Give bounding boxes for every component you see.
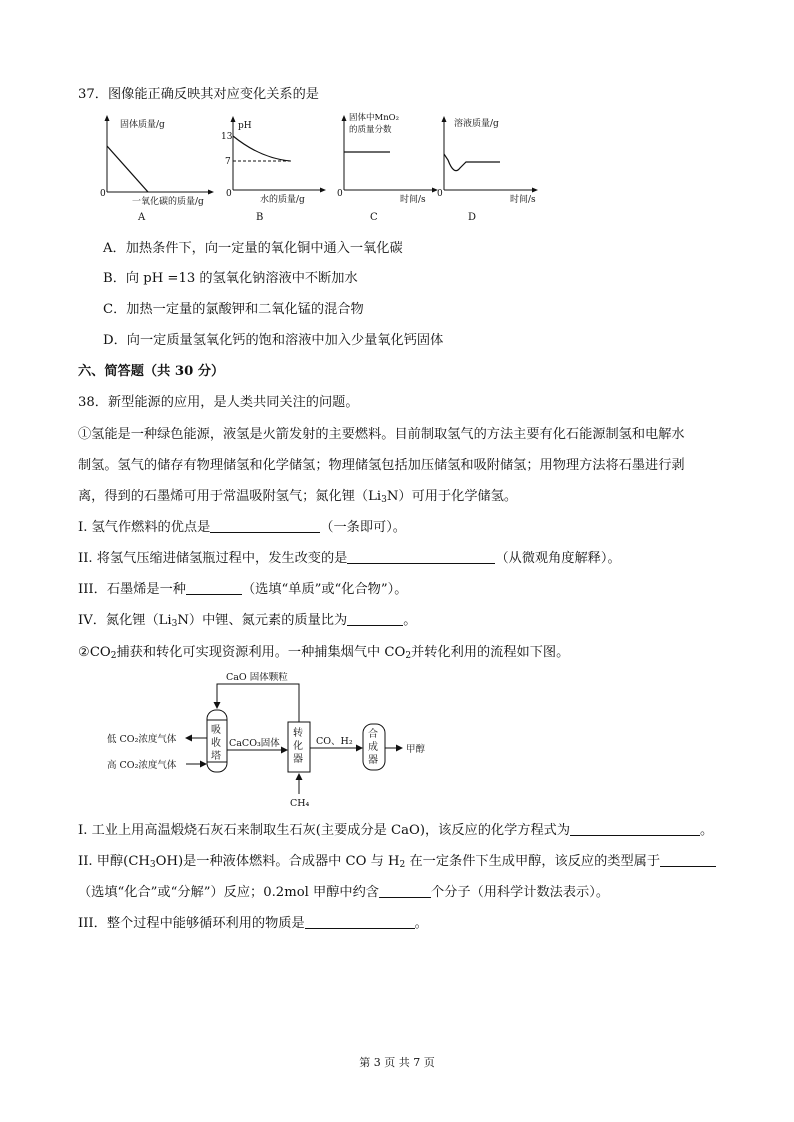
q38-para1-line3: 离，得到的石墨烯可用于常温吸附氢气；氮化锂$(Li_3N)$可用于化学储氢。: [78, 489, 518, 505]
tower-char-2: 收: [211, 738, 221, 749]
graph-d-xlabel: 时间/s: [510, 195, 536, 205]
graph-b-tick-13: 13: [221, 132, 233, 142]
low-co2-label: 低 CO₂浓度气体: [107, 734, 177, 745]
synthesizer: [363, 724, 385, 770]
graph-b-ylabel: pH: [238, 121, 252, 131]
high-co2-label: 高 CO₂浓度气体: [107, 760, 177, 771]
answer-blank[interactable]: [347, 550, 495, 564]
graph-c-origin: 0: [337, 189, 343, 199]
converter-char-2: 化: [293, 741, 303, 752]
synth-char-3: 器: [368, 755, 378, 766]
converter-char-3: 器: [293, 754, 303, 765]
q38-part-iii: III．石墨烯是一种 （选填“单质”或“化合物”）。: [78, 582, 408, 597]
graph-a-ylabel: 固体质量/g: [120, 120, 165, 130]
ch4-label: CH₄: [290, 798, 310, 809]
answer-blank[interactable]: [379, 884, 431, 898]
graph-a-xlabel: 一氧化碳的质量/g: [132, 197, 204, 207]
answer-blank[interactable]: [186, 581, 242, 595]
q38-p2-part-ii-cont: （选填“化合”或“分解”）反应；0.2mol 甲醇中约含 个分子（用科学计数法表示）。: [78, 885, 610, 900]
co2-flow-diagram: [100, 672, 500, 812]
graph-c-ylabel-2: 的质量分数: [349, 125, 392, 135]
graph-d-ylabel: 溶液质量/g: [454, 119, 499, 129]
q38-para1-line1: ①氢能是一种绿色能源，液氢是火箭发射的主要燃料。目前制取氢气的方法主要有化石能源制氢和电解水: [78, 427, 685, 442]
answer-blank[interactable]: [210, 519, 320, 533]
graph-b-xlabel: 水的质量/g: [260, 195, 305, 205]
cao-label: CaO 固体颗粒: [226, 672, 288, 683]
q37-stem: 37．图像能正确反映其对应变化关系的是: [78, 87, 319, 102]
methanol-label: 甲醇: [406, 744, 426, 755]
graph-b: [220, 112, 330, 224]
graph-a-id: A: [138, 212, 146, 223]
q38-part-ii: II. 将氢气压缩进储氢瓶过程中，发生改变的是 （从微观角度解释）。: [78, 551, 621, 566]
q38-part-iv: IV．氮化锂$(Li_3N)$中锂、氮元素的质量比为 。: [78, 613, 417, 629]
q38-p2-part-ii: II. 甲醇$(CH_3OH)$是一种液体燃料。合成器中 CO 与 $H_2$ 在一定条件下生成甲醇，该反应的类型属于: [78, 853, 716, 874]
converter: [288, 722, 310, 772]
graph-b-tick-7: 7: [225, 157, 231, 167]
answer-blank[interactable]: [660, 853, 716, 867]
graph-d-id: D: [468, 212, 477, 223]
q38-para1-line2: 制氢。氢气的储存有物理储氢和化学储氢；物理储氢包括加压储氢和吸附储氢；用物理方法将石墨进行剥: [78, 458, 685, 473]
graph-c-xlabel: 时间/s: [400, 195, 426, 205]
caco3-label: CaCO₃固体: [229, 738, 280, 749]
graph-c-id: C: [370, 212, 378, 223]
co-h2-label: CO、H₂: [316, 736, 353, 747]
q37-option-b: B．向 pH =13 的氢氧化钠溶液中不断加水: [103, 271, 358, 286]
answer-blank[interactable]: [570, 822, 700, 836]
graph-a: [90, 112, 218, 224]
q38-p2-part-i: I. 工业上用高温煅烧石灰石来制取生石灰(主要成分是 CaO)，该反应的化学方程式为 。: [78, 823, 714, 838]
converter-char-1: 转: [293, 728, 303, 739]
graph-d: [432, 112, 544, 224]
q37-option-a: A．加热条件下，向一定量的氧化铜中通入一氧化碳: [103, 241, 403, 256]
q38-stem: 38．新型能源的应用，是人类共同关注的问题。: [78, 395, 359, 410]
tower-char-3: 塔: [211, 751, 221, 762]
tower-char-1: 吸: [211, 725, 221, 736]
graph-c: [332, 110, 444, 224]
answer-blank[interactable]: [305, 915, 415, 929]
graph-d-origin: 0: [437, 189, 443, 199]
q37-option-d: D．向一定质量氢氧化钙的饱和溶液中加入少量氧化钙固体: [103, 333, 444, 348]
absorption-tower: [207, 710, 227, 772]
q38-para2: $②CO_2$捕获和转化可实现资源利用。一种捕集烟气中 $CO_2$并转化利用的流程如下图。: [78, 645, 570, 661]
q38-p2-part-iii: III．整个过程中能够循环利用的物质是 。: [78, 916, 428, 931]
q37-option-c: C．加热一定量的氯酸钾和二氧化锰的混合物: [103, 302, 364, 317]
page-footer: 第 3 页 共 7 页: [359, 1056, 435, 1069]
graph-b-id: B: [256, 212, 264, 223]
graph-a-origin: 0: [100, 189, 106, 199]
graph-a-curve: [107, 146, 148, 192]
answer-blank[interactable]: [347, 612, 403, 626]
synth-char-2: 成: [368, 742, 378, 753]
cao-recycle-arrow: [217, 684, 299, 722]
section-heading: 六、简答题（共 30 分）: [78, 364, 225, 379]
graph-c-ylabel-1: 固体中MnO₂: [349, 113, 400, 123]
graph-b-origin: 0: [226, 189, 232, 199]
q38-part-i: I. 氢气作燃料的优点是 （一条即可）。: [78, 520, 406, 535]
graph-d-curve: [444, 154, 500, 171]
graph-b-curve: [233, 136, 290, 161]
synth-char-1: 合: [368, 729, 378, 740]
